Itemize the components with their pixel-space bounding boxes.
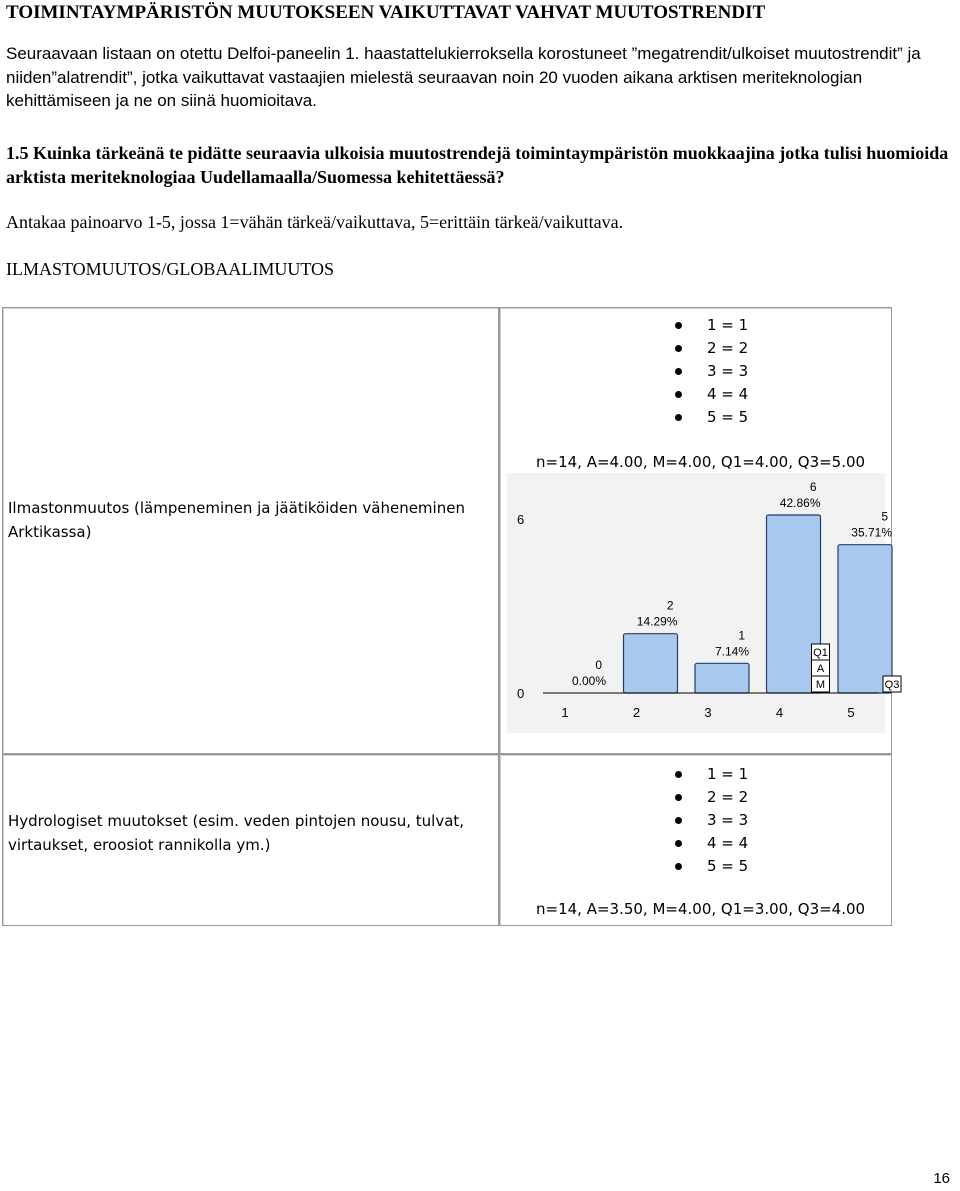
chart-bar [624, 634, 678, 693]
statistics-summary: n=14, A=4.00, M=4.00, Q1=4.00, Q3=5.00 [536, 453, 866, 471]
survey-table [2, 307, 900, 926]
scale-legend-item: 4 = 4 [675, 383, 748, 406]
page-heading: TOIMINTAYMPÄRISTÖN MUUTOKSEEN VAIKUTTAVAT VAHVAT MUUTOSTRENDIT [6, 2, 766, 23]
item-label: Ilmastonmuutos (lämpeneminen ja jäätiköiden väheneminen Arktikassa) [8, 499, 465, 541]
data-label-percent: 7.14% [714, 644, 749, 659]
scale-legend [675, 763, 748, 878]
data-label-percent: 42.86% [779, 496, 821, 510]
item-label-cell [2, 307, 499, 754]
y-tick-label: 0 [517, 686, 525, 701]
x-tick-label: 4 [775, 705, 784, 720]
statistics-summary: n=14, A=3.50, M=4.00, Q1=3.00, Q3=4.00 [536, 900, 866, 918]
data-label-percent: 35.71% [851, 525, 892, 540]
x-tick-label: 2 [632, 705, 641, 720]
chart-background [507, 473, 885, 733]
item-results-cell [499, 754, 892, 926]
data-label-percent: 0.00% [571, 674, 606, 688]
data-label-count: 1 [738, 628, 745, 643]
item-label-cell [2, 754, 499, 926]
scale-legend-item: 4 = 4 [675, 832, 748, 855]
stat-marker-label: M [815, 679, 826, 691]
instruction-text: Antakaa painoarvo 1-5, jossa 1=vähän tärkeä/vaikuttava, 5=erittäin tärkeä/vaikuttava. [6, 212, 624, 232]
scale-legend [675, 314, 748, 429]
stat-marker-label: A [816, 663, 825, 675]
x-tick-label: 3 [704, 705, 712, 720]
intro-paragraph: Seuraavaan listaan on otettu Delfoi-paneelin 1. haastattelukierroksella korostuneet ”megatrendit/ulkoiset muutostrendit” ja niiden”alatrendit”, jotka vaikuttavat vastaajien mielestä seuraavan noin 20 vuoden aikana arktisen meriteknologian kehittämiseen ja ne on siinä huomioitava. [6, 44, 921, 110]
question-text: 1.5 Kuinka tärkeänä te pidätte seuraavia ulkoisia muutostrendejä toimintaympäristön muokkaajina jotka tulisi huomioida arktista meriteknologiaa Uudellamaalla/Suomessa kehitettäessä? [6, 143, 949, 187]
y-tick-label: 6 [517, 512, 525, 527]
scale-legend-item: 3 = 3 [675, 360, 748, 383]
data-label-count: 0 [595, 658, 602, 672]
scale-legend-item: 5 = 5 [675, 855, 748, 878]
item-label: Hydrologiset muutokset (esim. veden pintojen nousu, tulvat, virtaukset, eroosiot rannikolla ym.) [8, 812, 465, 854]
stat-marker-label: Q3 [884, 679, 900, 691]
data-label-count: 5 [881, 509, 888, 524]
data-label-count: 2 [666, 598, 674, 613]
x-tick-label: 5 [847, 705, 855, 720]
scale-legend-item: 1 = 1 [675, 314, 748, 337]
item-results-cell [499, 307, 900, 754]
scale-legend-item: 3 = 3 [675, 809, 748, 832]
scale-legend-item: 2 = 2 [675, 337, 748, 360]
distribution-chart [507, 473, 900, 733]
data-label-percent: 14.29% [636, 614, 678, 629]
chart-bar [695, 663, 749, 693]
section-title: ILMASTOMUUTOS/GLOBAALIMUUTOS [6, 259, 335, 279]
chart-bar [838, 545, 892, 693]
page-number: 16 [933, 1170, 950, 1187]
scale-legend-item: 2 = 2 [675, 786, 748, 809]
data-label-count: 6 [809, 480, 817, 494]
x-tick-label: 1 [561, 705, 569, 720]
stat-marker-label: Q1 [813, 647, 828, 659]
scale-legend-item: 5 = 5 [675, 406, 748, 429]
scale-legend-item: 1 = 1 [675, 763, 748, 786]
